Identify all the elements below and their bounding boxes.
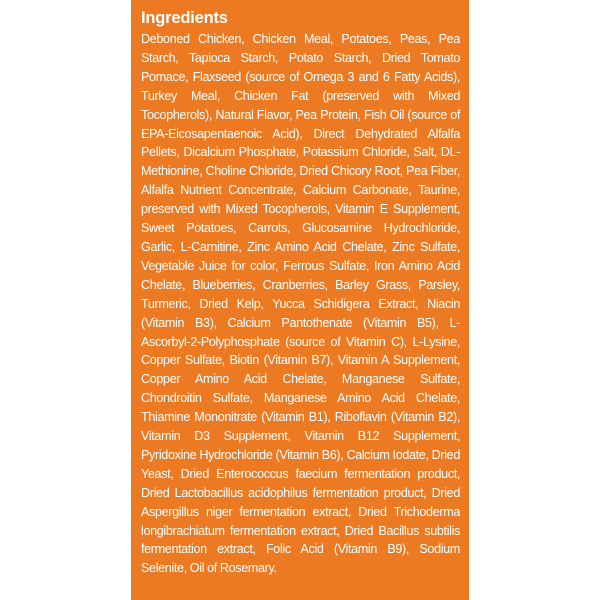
ingredients-list-text: Deboned Chicken, Chicken Meal, Potatoes, Peas, Pea Starch, Tapioca Starch, Potato Starch, Dried Tomato Pomace, Flaxseed (source of Omega 3 and 6 Fatty Acids), Turkey Meal, Chicken Fat (preserved with Mixed Tocopherols), Natural Flavor, Pea Protein, Fish Oil (source of EPA-Eicosapentaenoic Acid), Direct Dehydrated Alfalfa Pellets, Dicalcium Phosphate, Potassium Chloride, Salt, DL-Methionine, Choline Chloride, Dried Chicory Root, Pea Fiber, Alfalfa Nutrient Concentrate, Calcium Carbonate, Taurine, preserved with Mixed Tocopherols, Vitamin E Supplement, Sweet Potatoes, Carrots, Glucosamine Hydrochloride, Garlic, L-Carnitine, Zinc Amino Acid Chelate, Zinc Sulfate, Vegetable Juice for color, Ferrous Sulfate, Iron Amino Acid Chelate, Blueberries, Cranberries, Barley Grass, Parsley, Turmeric, Dried Kelp, Yucca Schidigera Extract, Niacin (Vitamin B3), Calcium Pantothenate (Vitamin B5), L-Ascorbyl-2-Polyphosphate (source of Vitamin C), L-Lysine, Copper Sulfate, Biotin (Vitamin B7), Vitamin A Supplement, Copper Amino Acid Chelate, Manganese Sulfate, Chondroitin Sulfate, Manganese Amino Acid Chelate, Thiamine Mononitrate (Vitamin B1), Riboflavin (Vitamin B2), Vitamin D3 Supplement, Vitamin B12 Supplement, Pyridoxine Hydrochloride (Vitamin B6), Calcium Iodate, Dried Yeast, Dried Enterococcus faecium fermentation product, Dried Lactobacillus acidophilus fermentation product, Dried Aspergillus niger fermentation extract, Dried Trichoderma longibrachiatum fermentation extract, Dried Bacillus subtilis fermentation extract, Folic Acid (Vitamin B9), Sodium Selenite, Oil of Rosemary. (141, 32, 460, 576)
ingredients-panel (131, 0, 469, 600)
ingredients-title: Ingredients (141, 9, 228, 27)
